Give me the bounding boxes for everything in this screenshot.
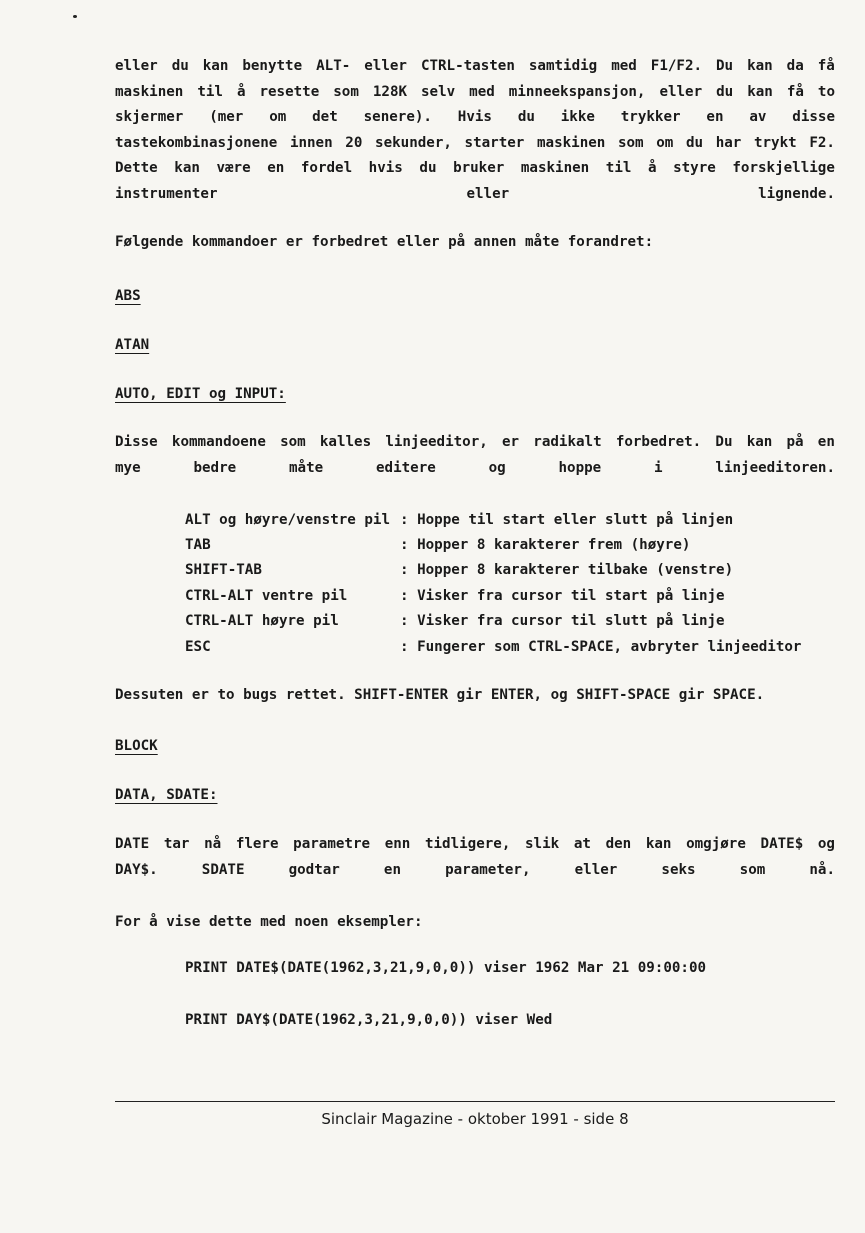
- page-footer: Sinclair Magazine - oktober 1991 - side 8: [321, 1110, 629, 1128]
- key-row: [185, 507, 801, 532]
- text-line: skjermer (mer om det senere). Hvis du ikke trykker en av disse: [115, 109, 835, 126]
- key-description-text: Hoppe til start eller slutt på linjen: [417, 511, 734, 528]
- footer-rule: [115, 1101, 835, 1102]
- key-row: [185, 634, 801, 659]
- key-name: SHIFT-TAB: [185, 562, 262, 579]
- key-separator: :: [400, 587, 409, 604]
- heading-auto-edit-input: AUTO, EDIT og INPUT:: [115, 386, 286, 402]
- text-line: Dette kan være en fordel hvis du bruker maskinen til å styre forskjellige: [115, 160, 835, 177]
- key-separator: :: [400, 537, 409, 554]
- key-row: [185, 609, 801, 634]
- key-name: CTRL-ALT høyre pil: [185, 613, 339, 630]
- key-name: CTRL-ALT ventre pil: [185, 587, 348, 604]
- heading-abs: ABS: [115, 288, 141, 304]
- examples-intro: For å vise dette med noen eksempler:: [115, 914, 423, 930]
- heading-atan: ATAN: [115, 337, 150, 353]
- intro-paragraph: [115, 54, 835, 208]
- text-line: DAY$. SDATE godtar en parameter, eller seks som nå.: [115, 861, 835, 878]
- key-separator: :: [400, 562, 409, 579]
- key-row: [185, 532, 801, 557]
- key-name: ALT og høyre/venstre pil: [185, 511, 390, 528]
- text-line: Disse kommandoene som kalles linjeeditor, er radikalt forbedret. Du kan på en: [115, 434, 835, 450]
- key-separator: :: [400, 511, 409, 528]
- code-example-day: PRINT DAY$(DATE(1962,3,21,9,0,0)) viser Wed: [185, 1012, 553, 1028]
- key-description-text: Hopper 8 karakterer tilbake (venstre): [417, 562, 734, 579]
- date-paragraph: [115, 832, 835, 883]
- key-description: [400, 558, 801, 583]
- key-description-text: Visker fra cursor til slutt på linje: [417, 613, 725, 630]
- heading-data-sdate: DATA, SDATE:: [115, 787, 218, 803]
- text-line: tastekombinasjonene innen 20 sekunder, starter maskinen som om du har trykt F2.: [115, 134, 835, 151]
- text-line: mye bedre måte editere og hoppe i linjeeditoren.: [115, 459, 835, 476]
- code-example-date: PRINT DATE$(DATE(1962,3,21,9,0,0)) viser 1962 Mar 21 09:00:00: [185, 960, 707, 976]
- key-description: [400, 507, 801, 532]
- text-line: eller du kan benytte ALT- eller CTRL-tasten samtidig med F1/F2. Du kan da få: [115, 58, 835, 74]
- key-name: ESC: [185, 638, 211, 655]
- key-description-text: Fungerer som CTRL-SPACE, avbryter linjeeditor: [417, 638, 802, 655]
- key-table: [185, 507, 801, 659]
- line-editor-paragraph: [115, 430, 835, 481]
- key-separator: :: [400, 613, 409, 630]
- key-row: [185, 583, 801, 608]
- text-line: instrumenter eller lignende.: [115, 185, 835, 202]
- ink-speck: [73, 15, 77, 18]
- key-row: [185, 558, 801, 583]
- key-description-text: Hopper 8 karakterer frem (høyre): [417, 537, 691, 554]
- key-description: [400, 583, 801, 608]
- key-description-text: Visker fra cursor til start på linje: [417, 587, 725, 604]
- key-description: [400, 609, 801, 634]
- key-description: [400, 634, 801, 659]
- commands-intro: Følgende kommandoer er forbedret eller på annen måte forandret:: [115, 234, 654, 250]
- bugs-paragraph: Dessuten er to bugs rettet. SHIFT-ENTER gir ENTER, og SHIFT-SPACE gir SPACE.: [115, 687, 765, 703]
- key-name: TAB: [185, 537, 211, 554]
- key-separator: :: [400, 638, 409, 655]
- heading-block: BLOCK: [115, 738, 158, 754]
- text-line: maskinen til å resette som 128K selv med minneekspansjon, eller du kan få to: [115, 83, 835, 100]
- key-description: [400, 532, 801, 557]
- text-line: DATE tar nå flere parametre enn tidligere, slik at den kan omgjøre DATE$ og: [115, 836, 835, 852]
